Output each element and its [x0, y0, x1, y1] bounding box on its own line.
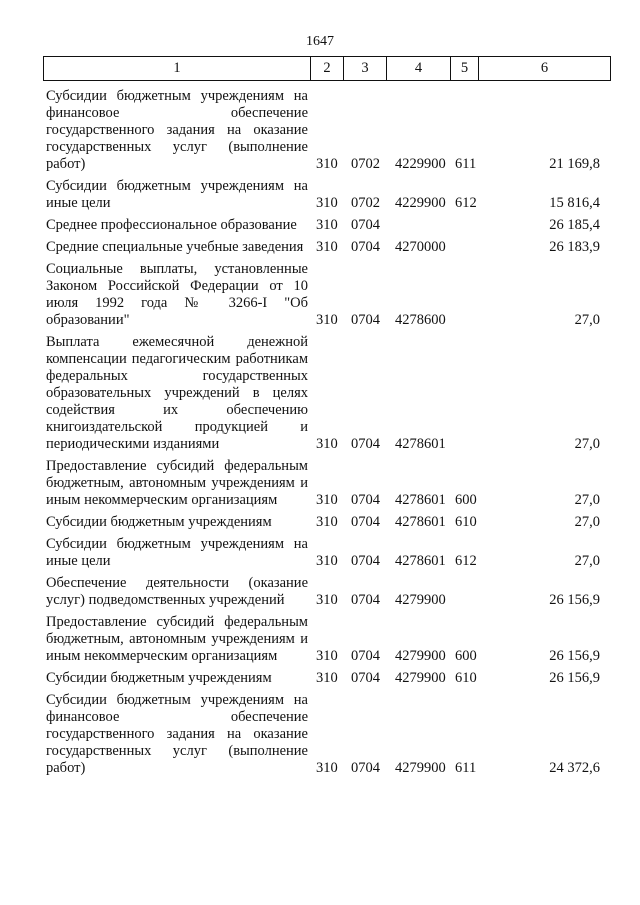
row-name: Субсидии бюджетным учреждениям на иные цели [46, 178, 308, 211]
row-cs: 4279900 [395, 648, 446, 664]
table-row [0, 178, 640, 212]
row-gr: 310 [316, 648, 338, 664]
row-cs: 4278601 [395, 553, 446, 569]
row-cs: 4278601 [395, 436, 446, 452]
row-sum: 15 816,4 [549, 195, 600, 211]
row-sum: 27,0 [574, 492, 600, 508]
row-rz: 0702 [351, 195, 380, 211]
row-name: Субсидии бюджетным учреждениям на иные цели [46, 536, 308, 569]
header-col-2: 2 [311, 57, 344, 81]
row-sum: 27,0 [574, 312, 600, 328]
row-vr: 611 [455, 760, 477, 776]
row-rz: 0704 [351, 670, 380, 686]
row-name: Социальные выплаты, установленные Законом Российской Федерации от 10 июля 1992 года № 3266-I "Об образовании" [46, 261, 308, 328]
row-rz: 0704 [351, 760, 380, 776]
table-row [0, 88, 640, 173]
table-row [0, 239, 640, 256]
row-gr: 310 [316, 239, 338, 255]
row-sum: 26 156,9 [549, 670, 600, 686]
row-sum: 27,0 [574, 514, 600, 530]
header-col-4: 4 [387, 57, 451, 81]
row-gr: 310 [316, 217, 338, 233]
header-col-6: 6 [479, 57, 611, 81]
row-rz: 0704 [351, 553, 380, 569]
row-gr: 310 [316, 514, 338, 530]
table-row [0, 692, 640, 777]
row-sum: 26 185,4 [549, 217, 600, 233]
row-rz: 0704 [351, 492, 380, 508]
table-row [0, 458, 640, 509]
row-cs: 4278601 [395, 492, 446, 508]
row-cs: 4279900 [395, 592, 446, 608]
budget-rows [0, 88, 640, 782]
row-gr: 310 [316, 670, 338, 686]
row-gr: 310 [316, 592, 338, 608]
row-sum: 26 156,9 [549, 648, 600, 664]
row-name: Предоставление субсидий федеральным бюджетным, автономным учреждениям и иным некоммерческим организациям [46, 614, 308, 664]
row-gr: 310 [316, 553, 338, 569]
table-header [43, 56, 611, 81]
row-gr: 310 [316, 436, 338, 452]
row-sum: 26 156,9 [549, 592, 600, 608]
header-col-1: 1 [44, 57, 311, 81]
header-col-3: 3 [344, 57, 387, 81]
table-row [0, 614, 640, 665]
row-name: Субсидии бюджетным учреждениям [46, 514, 272, 530]
row-name: Среднее профессиональное образование [46, 217, 297, 233]
row-name: Субсидии бюджетным учреждениям на финансовое обеспечение государственного задания на оказание государственных услуг (выполнение работ) [46, 88, 308, 172]
row-vr: 612 [455, 195, 477, 211]
row-name: Субсидии бюджетным учреждениям [46, 670, 272, 686]
row-rz: 0702 [351, 156, 380, 172]
row-vr: 600 [455, 648, 477, 664]
table-row [0, 261, 640, 329]
row-rz: 0704 [351, 514, 380, 530]
row-name: Средние специальные учебные заведения [46, 239, 304, 255]
row-sum: 27,0 [574, 553, 600, 569]
row-cs: 4229900 [395, 195, 446, 211]
table-row [0, 575, 640, 609]
row-cs: 4279900 [395, 670, 446, 686]
row-gr: 310 [316, 156, 338, 172]
row-cs: 4270000 [395, 239, 446, 255]
table-row [0, 536, 640, 570]
row-vr: 612 [455, 553, 477, 569]
row-rz: 0704 [351, 592, 380, 608]
row-vr: 610 [455, 670, 477, 686]
row-rz: 0704 [351, 312, 380, 328]
table-row [0, 514, 640, 531]
row-rz: 0704 [351, 436, 380, 452]
row-gr: 310 [316, 760, 338, 776]
row-name: Предоставление субсидий федеральным бюджетным, автономным учреждениям и иным некоммерческим организациям [46, 458, 308, 508]
row-vr: 600 [455, 492, 477, 508]
row-cs: 4229900 [395, 156, 446, 172]
row-cs: 4279900 [395, 760, 446, 776]
header-col-5: 5 [451, 57, 479, 81]
page-number: 1647 [306, 34, 334, 49]
row-name: Обеспечение деятельности (оказание услуг) подведомственных учреждений [46, 575, 308, 608]
row-sum: 24 372,6 [549, 760, 600, 776]
table-row [0, 334, 640, 453]
row-sum: 27,0 [574, 436, 600, 452]
row-vr: 611 [455, 156, 477, 172]
table-row [0, 217, 640, 234]
row-gr: 310 [316, 195, 338, 211]
row-gr: 310 [316, 312, 338, 328]
row-gr: 310 [316, 492, 338, 508]
row-rz: 0704 [351, 217, 380, 233]
row-sum: 21 169,8 [549, 156, 600, 172]
row-rz: 0704 [351, 648, 380, 664]
row-vr: 610 [455, 514, 477, 530]
row-name: Субсидии бюджетным учреждениям на финансовое обеспечение государственного задания на оказание государственных услуг (выполнение работ) [46, 692, 308, 776]
row-sum: 26 183,9 [549, 239, 600, 255]
row-rz: 0704 [351, 239, 380, 255]
table-row [0, 670, 640, 687]
row-cs: 4278601 [395, 514, 446, 530]
row-name: Выплата ежемесячной денежной компенсации педагогическим работникам федеральных государственных образовательных учреждений в целях содействия их обеспечению книгоиздательской продукцией и периодическими изданиями [46, 334, 308, 452]
row-cs: 4278600 [395, 312, 446, 328]
